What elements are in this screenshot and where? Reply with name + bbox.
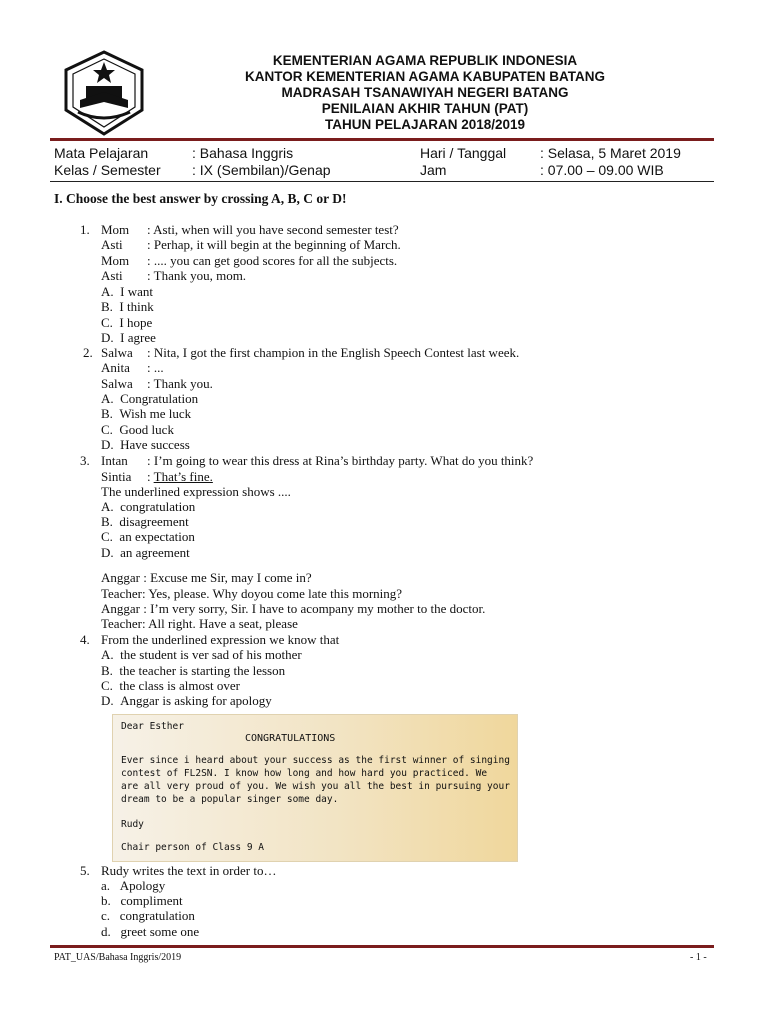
- footer-doc-code: PAT_UAS/Bahasa Inggris/2019: [54, 952, 182, 963]
- q2-line: : ...: [147, 360, 164, 375]
- header-school: MADRASAH TSANAWIYAH NEGERI BATANG: [281, 85, 569, 100]
- q1-line: : Perhap, it will begin at the beginning of March.: [147, 237, 401, 252]
- q1-speaker: Asti: [101, 268, 123, 283]
- q1-line: : Thank you, mom.: [147, 268, 247, 283]
- q4-option-b[interactable]: B. the teacher is starting the lesson: [101, 663, 286, 678]
- q2-number: 2.: [83, 345, 93, 360]
- q2-speaker: Salwa: [101, 376, 133, 391]
- card-greeting: Dear Esther: [121, 721, 184, 732]
- q1-speaker: Asti: [101, 237, 123, 252]
- q4-dialog-line: Teacher: All right. Have a seat, please: [101, 616, 298, 631]
- q3-speaker-intan: Intan: [101, 453, 128, 468]
- q2-speaker: Salwa: [101, 345, 133, 360]
- footer-divider: [50, 945, 714, 948]
- header-office: KANTOR KEMENTERIAN AGAMA KABUPATEN BATANG: [245, 69, 605, 84]
- q3-prompt: The underlined expression shows ....: [101, 484, 291, 499]
- q1-option-a[interactable]: A. I want: [101, 284, 153, 299]
- q3-speaker-sintia: Sintia: [101, 469, 132, 484]
- q1-speaker: Mom: [101, 253, 130, 268]
- header-ministry: KEMENTERIAN AGAMA REPUBLIK INDONESIA: [272, 53, 578, 68]
- q1-number: 1.: [80, 222, 90, 237]
- info-divider: [50, 181, 714, 182]
- q3-line-sintia: : That’s fine.: [147, 469, 213, 484]
- subject-value: : Bahasa Inggris: [192, 145, 294, 161]
- q3-line-intan: : I’m going to wear this dress at Rina’s birthday party. What do you think?: [147, 453, 534, 468]
- q4-option-d[interactable]: D. Anggar is asking for apology: [101, 693, 272, 708]
- q5-option-c[interactable]: c. congratulation: [101, 908, 195, 923]
- q5-prompt: Rudy writes the text in order to…: [101, 863, 277, 878]
- q3-option-c[interactable]: C. an expectation: [101, 529, 195, 544]
- q1-line: : .... you can get good scores for all the subjects.: [147, 253, 398, 268]
- card-sender-role: Chair person of Class 9 A: [121, 842, 264, 853]
- congratulation-card: [112, 714, 518, 862]
- q1-option-b[interactable]: B. I think: [101, 299, 154, 314]
- q4-option-a[interactable]: A. the student is ver sad of his mother: [101, 647, 302, 662]
- card-title: CONGRATULATIONS: [245, 733, 336, 744]
- class-label: Kelas / Semester: [54, 162, 161, 178]
- header-exam: PENILAIAN AKHIR TAHUN (PAT): [321, 101, 529, 116]
- q4-dialog-line: Anggar : Excuse me Sir, may I come in?: [101, 570, 312, 585]
- q1-speaker: Mom: [101, 222, 130, 237]
- section-title: I. Choose the best answer by crossing A, B, C or D!: [54, 191, 347, 206]
- q3-underlined-expression: That’s fine.: [153, 469, 213, 484]
- q5-option-d[interactable]: d. greet some one: [101, 924, 200, 939]
- day-value: : Selasa, 5 Maret 2019: [540, 145, 681, 161]
- q4-dialog-line: Teacher: Yes, please. Why doyou come late this morning?: [101, 586, 403, 601]
- subject-label: Mata Pelajaran: [54, 145, 149, 161]
- q1-line: : Asti, when will you have second semester test?: [147, 222, 399, 237]
- card-sender: Rudy: [121, 819, 144, 830]
- q4-prompt: From the underlined expression we know that: [101, 632, 340, 647]
- q3-number: 3.: [80, 453, 90, 468]
- q1-option-d[interactable]: D. I agree: [101, 330, 156, 345]
- card-body-line: Ever since i heard about your success as the first winner of singing: [121, 755, 510, 766]
- time-label: Jam: [420, 162, 447, 178]
- day-label: Hari / Tanggal: [420, 145, 507, 161]
- q2-line: : Nita, I got the first champion in the English Speech Contest last week.: [147, 345, 520, 360]
- footer-page-number: - 1 -: [690, 952, 707, 963]
- header-divider-top: [50, 138, 714, 141]
- card-body-line: are all very proud of you. We wish you all the best in pursuing your: [121, 781, 510, 792]
- q2-option-b[interactable]: B. Wish me luck: [101, 406, 192, 421]
- q5-option-a[interactable]: a. Apology: [101, 878, 166, 893]
- q3-option-d[interactable]: D. an agreement: [101, 545, 190, 560]
- q2-option-d[interactable]: D. Have success: [101, 437, 190, 452]
- q2-speaker: Anita: [101, 360, 130, 375]
- q2-line: : Thank you.: [147, 376, 213, 391]
- card-body-line: contest of FL2SN. I know how long and how hard you practiced. We: [121, 768, 488, 779]
- q5-number: 5.: [80, 863, 90, 878]
- q5-option-b[interactable]: b. compliment: [101, 893, 183, 908]
- time-value: : 07.00 – 09.00 WIB: [540, 162, 664, 178]
- q3-option-b[interactable]: B. disagreement: [101, 514, 189, 529]
- q1-option-c[interactable]: C. I hope: [101, 315, 153, 330]
- card-body-line: dream to be a popular singer some day.: [121, 794, 339, 805]
- q4-option-c[interactable]: C. the class is almost over: [101, 678, 241, 693]
- q4-dialog-line: Anggar : I’m very sorry, Sir. I have to acompany my mother to the doctor.: [101, 601, 486, 616]
- header-year: TAHUN PELAJARAN 2018/2019: [324, 117, 526, 132]
- ministry-logo-icon: [58, 48, 150, 138]
- class-value: : IX (Sembilan)/Genap: [192, 162, 331, 178]
- q4-number: 4.: [80, 632, 90, 647]
- q2-option-c[interactable]: C. Good luck: [101, 422, 174, 437]
- q3-option-a[interactable]: A. congratulation: [101, 499, 196, 514]
- q2-option-a[interactable]: A. Congratulation: [101, 391, 199, 406]
